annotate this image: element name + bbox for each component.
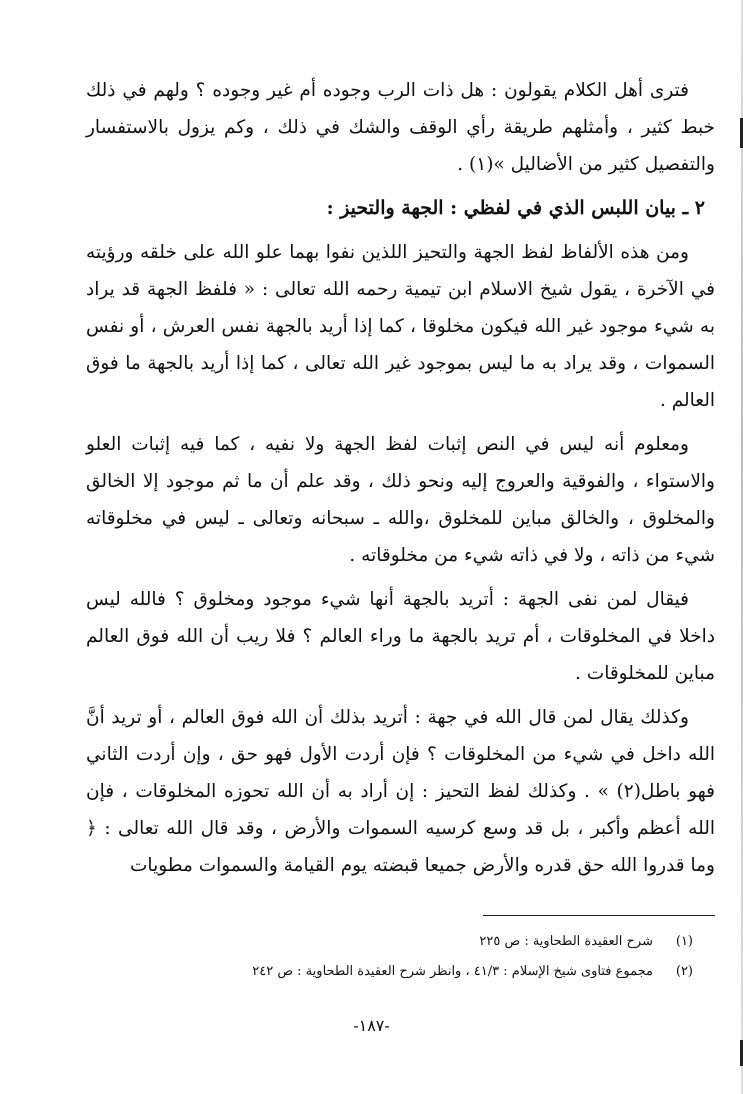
footnote-text: شرح العقيدة الطحاوية : ص ٢٢٥	[479, 934, 653, 949]
section-heading: ٢ ـ بيان اللبس الذي في لفظي : الجهة والتحيز :	[326, 197, 705, 219]
paragraph-2: ومن هذه الألفاظ لفظ الجهة والتحيز اللذين نفوا بهما علو الله على خلقه ورؤيته في الآخرة ، يقول شيخ الاسلام ابن تيمية رحمه الله تعالى : « فلفظ الجهة قد يراد به شيء موجود غير الله فيكون مخلوقا ، كما إذا أريد بالجهة نفس العرش ، أو نفس السموات ، وقد يراد به ما ليس بموجود غير الله تعالى ، كما إذا أريد بالجهة ما فوق العالم .	[86, 242, 715, 411]
footnote-number: (١)	[675, 934, 693, 949]
footnote-text: مجموع فتاوى شيخ الإسلام : ٤١/٣ ، وانظر شرح العقيدة الطحاوية : ص ٢٤٢	[252, 964, 653, 979]
paragraph-4: فيقال لمن نفى الجهة : أتريد بالجهة أنها شيء موجود ومخلوق ؟ فالله ليس داخلا في المخلوقات ، أم تريد بالجهة ما وراء العالم ؟ فلا ريب أن الله فوق العالم مباين للمخلوقات .	[86, 589, 715, 684]
paragraph-3: ومعلوم أنه ليس في النص إثبات لفظ الجهة ولا نفيه ، كما فيه إثبات العلو والاستواء ، والفوقية والعروج إليه ونحو ذلك ، وقد علم أن ما ثم موجود إلا الخالق والمخلوق ، والخالق مباين للمخلوق ،والله ـ سبحانه وتعالى ـ ليس في مخلوقاته شيء من ذاته ، ولا في ذاته شيء من مخلوقاته .	[86, 434, 715, 566]
footnote-number: (٢)	[675, 964, 693, 979]
footnote-item	[180, 927, 693, 957]
paragraph-5: وكذلك يقال لمن قال الله في جهة : أتريد بذلك أن الله فوق العالم ، أو تريد أنَّ الله داخل في شيء من المخلوقات ؟ فإن أردت الأول فهو حق ، وإن أردت الثاني فهو باطل(٢) » . وكذلك لفظ التحيز : إن أراد به أن الله تحوزه المخلوقات ، فإن الله أعظم وأكبر ، بل قد وسع كرسيه السموات والأرض ، وقد قال الله تعالى : ﴿ وما قدروا الله حق قدره والأرض جميعا قبضته يوم القيامة والسموات مطويات	[86, 707, 715, 876]
footnotes	[180, 927, 693, 987]
paragraph-1: فترى أهل الكلام يقولون : هل ذات الرب وجوده أم غير وجوده ؟ ولهم في ذلك خبط كثير ، وأمثلهم طريقة رأي الوقف والشك في ذلك ، وكم يزول بالاستفسار والتفصيل كثير من الأضاليل »(١) .	[86, 80, 715, 175]
page-number: -١٨٧-	[353, 1016, 390, 1035]
footnote-separator	[483, 915, 715, 916]
page-body	[86, 72, 715, 891]
footnote-item	[180, 957, 693, 987]
